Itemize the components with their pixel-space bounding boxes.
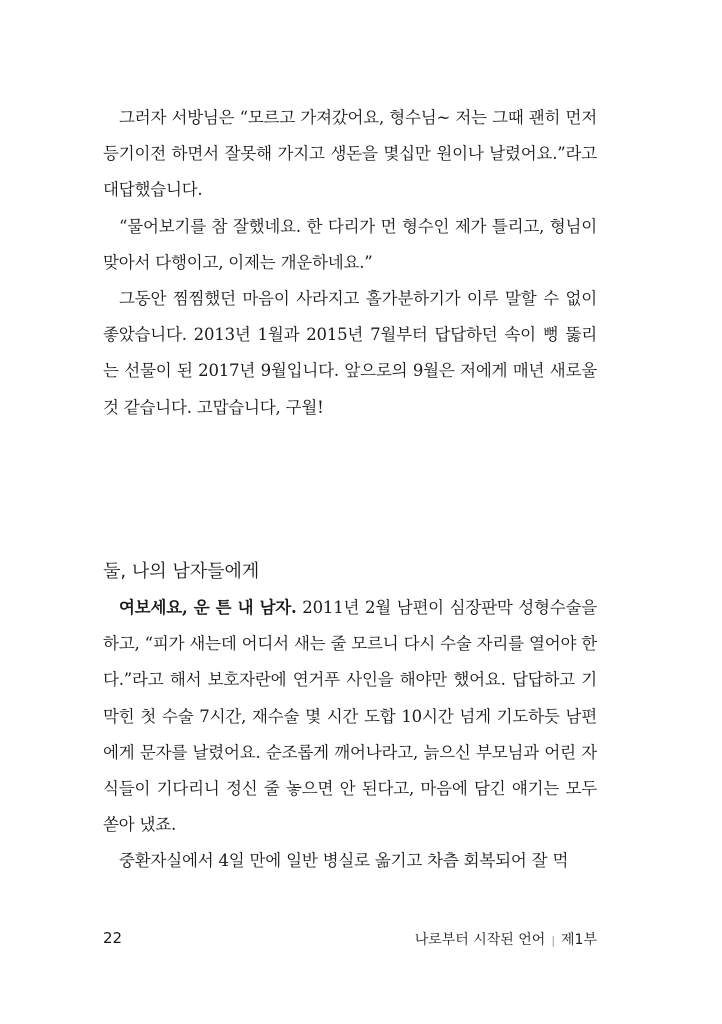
book-title: 나로부터 시작된 언어 <box>414 932 546 948</box>
running-footer <box>415 929 597 949</box>
paragraph <box>103 590 597 843</box>
paragraph: “물어보기를 참 잘했네요. 한 다리가 먼 형수인 제가 틀리고, 형님이 맞아서 다행이고, 이제는 개운하네요.” <box>103 216 597 272</box>
part-label: 제1부 <box>561 932 597 948</box>
paragraph: 그동안 찜찜했던 마음이 사라지고 홀가분하기가 이루 말할 수 없이 좋았습니다. 2013년 1월과 2015년 7월부터 답답하던 속이 뻥 뚫리는 선물이 된 2017년 9월입니다. 앞으로의 9월은 저에게 매년 새로울 것 같습니다. 고맙습니다, 구월! <box>103 289 597 417</box>
page-number: 22 <box>103 929 123 947</box>
paragraph: 중환자실에서 4일 만에 일반 병실로 옮기고 차츰 회복되어 잘 먹 <box>119 851 569 871</box>
section-title: 둘, 나의 남자들에게 <box>103 561 260 582</box>
paragraph: 그러자 서방님은 “모르고 가져갔어요, 형수님~ 저는 그때 괜히 먼저 등기이전 하면서 잘못해 가지고 생돈을 몇십만 원이나 날렸어요.”라고 대답했습니다. <box>103 108 597 200</box>
lead-phrase: 여보세요, 운 튼 내 남자. <box>119 598 297 617</box>
body-text <box>103 100 597 426</box>
paragraph-text: 2011년 2월 남편이 심장판막 성형수술을 하고, “피가 새는데 어디서 새는 줄 모르니 다시 수술 자리를 열어야 한다.”라고 해서 보호자란에 연거푸 사인을 해야만 했어요. 답답하고 기막힌 첫 수술 7시간, 재수술 몇 시간 도합 10시간 넘게 기도하듯 남편에게 문자를 날렸어요. 순조롭게 깨어나라고, 늙으신 부모님과 어린 자식들이 기다리니 정신 줄 놓으면 안 된다고, 마음에 담긴 얘기는 모두 쏟아 냈죠. <box>103 598 597 835</box>
section-two <box>103 554 597 880</box>
footer-separator: | <box>551 934 556 947</box>
